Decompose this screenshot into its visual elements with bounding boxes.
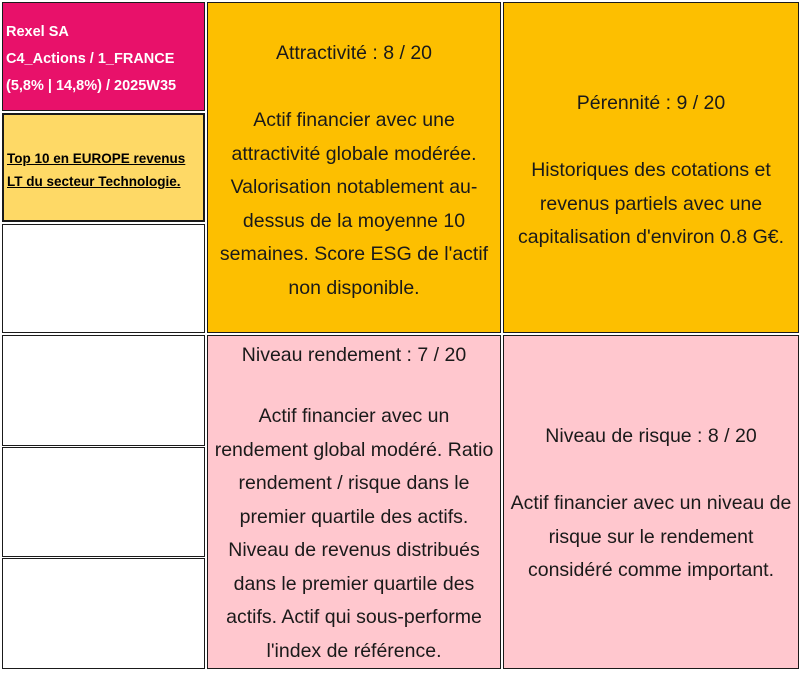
perennite-desc-line: revenus partiels avec une [539, 192, 763, 215]
ranking-line: Top 10 en EUROPE revenus [7, 151, 186, 166]
ranking-line: LT du secteur Technologie. [7, 174, 181, 189]
attractivite-desc-line: non disponible. [288, 276, 420, 299]
risque-cell [503, 335, 799, 669]
empty-cell [2, 447, 205, 557]
perennite-title: Pérennité : 9 / 20 [576, 92, 726, 114]
asset-identity-cell [2, 2, 205, 111]
empty-cell [2, 224, 205, 333]
asset-category: C4_Actions / 1_FRANCE [6, 51, 175, 67]
attractivite-cell [207, 2, 501, 333]
attractivite-desc-line: Valorisation notablement au- [230, 176, 478, 198]
attractivite-desc-line: Actif financier avec une [253, 109, 455, 131]
risque-desc-line: Actif financier avec un niveau de [510, 492, 792, 514]
asset-name: Rexel SA [6, 24, 69, 40]
attractivite-desc-line: semaines. Score ESG de l'actif [219, 243, 489, 265]
risque-title: Niveau de risque : 8 / 20 [545, 425, 757, 447]
risque-desc-line: risque sur le rendement [548, 525, 754, 548]
rendement-desc-line: l'index de référence. [266, 639, 442, 662]
perennite-cell [503, 2, 799, 333]
attractivite-title: Attractivité : 8 / 20 [275, 42, 433, 64]
rendement-desc-line: Niveau de revenus distribués [228, 539, 480, 561]
rendement-title: Niveau rendement : 7 / 20 [241, 344, 467, 366]
attractivite-desc-line: dessus de la moyenne 10 [242, 209, 466, 232]
rendement-desc-line: dans le premier quartile des [233, 572, 475, 595]
rendement-desc-line: rendement global modéré. Ratio [214, 438, 494, 461]
rendement-cell [207, 335, 501, 669]
rendement-desc-line: premier quartile des actifs. [239, 505, 469, 528]
rendement-desc-line: rendement / risque dans le [238, 472, 470, 494]
rendement-desc-line: actifs. Actif qui sous-performe [226, 606, 482, 628]
empty-cell [2, 335, 205, 446]
ranking-cell [2, 113, 205, 222]
perennite-desc-line: capitalisation d'environ 0.8 G€. [517, 226, 785, 248]
empty-cell [2, 558, 205, 669]
perennite-desc-line: Historiques des cotations et [531, 159, 771, 181]
rendement-desc-line: Actif financier avec un [258, 405, 450, 427]
attractivite-desc-line: attractivité globale modérée. [231, 142, 477, 165]
risque-desc-line: considéré comme important. [527, 559, 775, 581]
asset-stats: (5,8% | 14,8%) / 2025W35 [6, 78, 177, 94]
